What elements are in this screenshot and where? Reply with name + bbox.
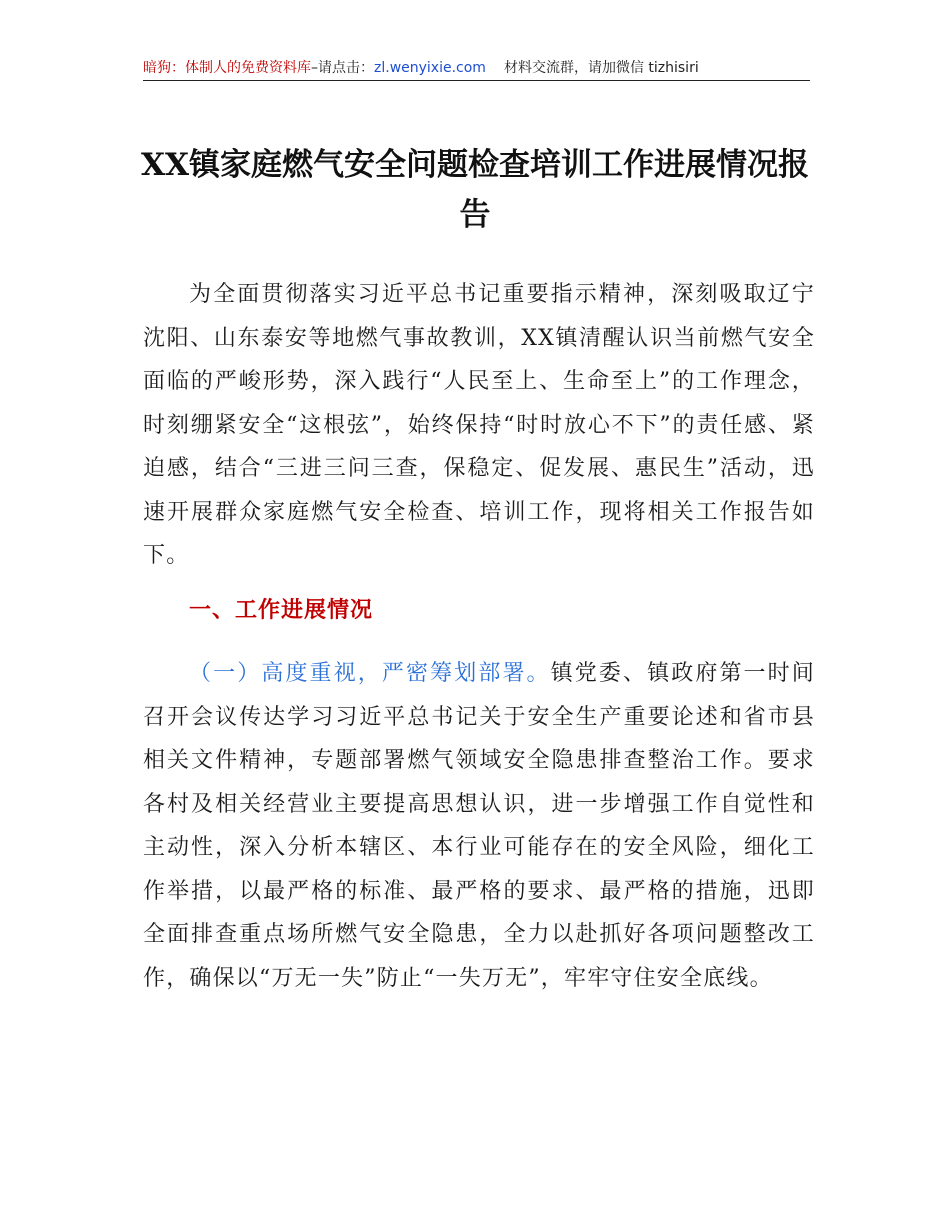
- header-url-link[interactable]: zl.wenyixie.com: [374, 60, 486, 76]
- header-brand-text: 暗狗：体制人的免费资料库: [143, 60, 311, 76]
- subsection-paragraph-1: [143, 652, 815, 1000]
- page-header: [143, 58, 810, 81]
- header-click-text: –请点击：: [311, 60, 374, 76]
- document-title: XX镇家庭燃气安全问题检查培训工作进展情况报告: [140, 147, 810, 233]
- subsection-heading-1: （一）高度重视，严密筹划部署。: [189, 661, 551, 686]
- section-heading-1: 一、工作进展情况: [189, 598, 374, 623]
- intro-paragraph: 为全面贯彻落实习近平总书记重要指示精神，深刻吸取辽宁沈阳、山东泰安等地燃气事故教训，XX镇清醒认识当前燃气安全面临的严峻形势，深入践行“人民至上、生命至上”的工作理念，时刻绷紧安全“这根弦”，始终保持“时时放心不下”的责任感、紧迫感，结合“三进三问三查，保稳定、促发展、惠民生”活动，迅速开展群众家庭燃气安全检查、培训工作，现将相关工作报告如下。: [143, 282, 815, 568]
- subsection-body-1: 镇党委、镇政府第一时间召开会议传达学习习近平总书记关于安全生产重要论述和省市县相关文件精神，专题部署燃气领域安全隐患排查整治工作。要求各村及相关经营业主要提高思想认识，进一步增强工作自觉性和主动性，深入分析本辖区、本行业可能存在的安全风险，细化工作举措，以最严格的标准、最严格的要求、最严格的措施，迅即全面排查重点场所燃气安全隐患，全力以赴抓好各项问题整改工作，确保以“万无一失”防止“一失万无”，牢牢守住安全底线。: [143, 661, 815, 991]
- header-group-text: 材料交流群，请加微信 tizhisiri: [503, 60, 699, 76]
